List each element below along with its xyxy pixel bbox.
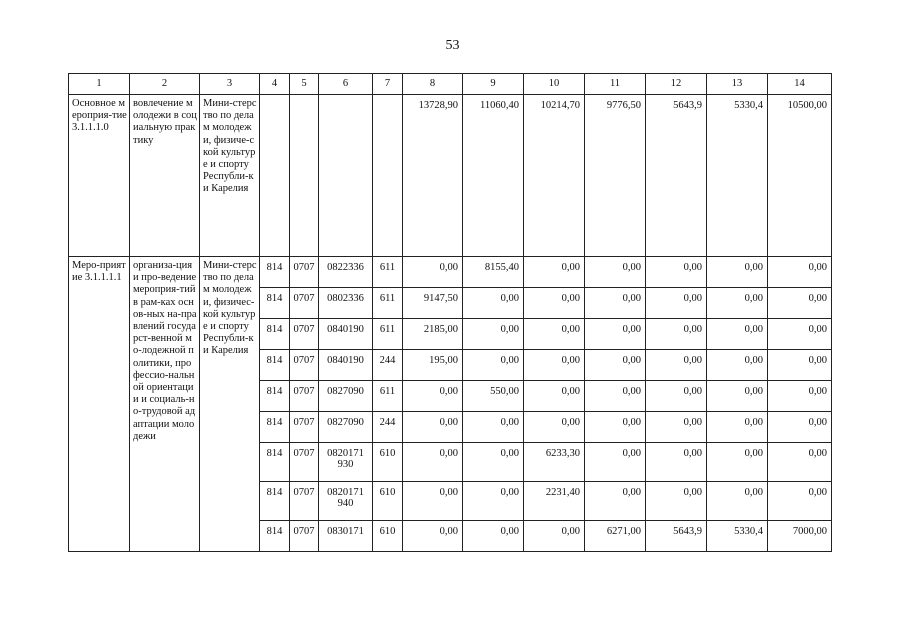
value-cell: 2185,00 (403, 319, 463, 350)
value-cell: 0,00 (768, 288, 832, 319)
value-cell: 0,00 (707, 412, 768, 443)
expense-type-code: 610 (373, 443, 403, 482)
value-cell: 10214,70 (524, 95, 585, 257)
value-cell: 5643,9 (646, 95, 707, 257)
header-cell: 7 (373, 74, 403, 95)
value-cell: 0,00 (585, 288, 646, 319)
value-cell: 0,00 (524, 412, 585, 443)
value-cell: 5643,9 (646, 521, 707, 552)
value-cell: 0,00 (403, 443, 463, 482)
value-cell: 0,00 (524, 521, 585, 552)
value-cell: 0,00 (768, 381, 832, 412)
ministry-code: 814 (260, 443, 290, 482)
empty-cell (319, 95, 373, 257)
expense-type-code: 244 (373, 350, 403, 381)
value-cell: 0,00 (524, 381, 585, 412)
value-cell: 9147,50 (403, 288, 463, 319)
value-cell: 0,00 (646, 482, 707, 521)
header-cell: 10 (524, 74, 585, 95)
expense-type-code: 610 (373, 482, 403, 521)
value-cell: 0,00 (707, 381, 768, 412)
value-cell: 0,00 (707, 443, 768, 482)
value-cell: 0,00 (646, 350, 707, 381)
target-article-code: 0840190 (319, 350, 373, 381)
value-cell: 0,00 (585, 350, 646, 381)
value-cell: 0,00 (585, 319, 646, 350)
value-cell: 550,00 (463, 381, 524, 412)
value-cell: 0,00 (707, 288, 768, 319)
value-cell: 0,00 (524, 319, 585, 350)
event-executor: Мини-стерство по делам молодежи, физичес-кой культуре и спорту Республи-ки Карелия (200, 257, 260, 552)
value-cell: 0,00 (585, 443, 646, 482)
value-cell: 0,00 (768, 350, 832, 381)
value-cell: 0,00 (463, 350, 524, 381)
value-cell: 0,00 (403, 412, 463, 443)
value-cell: 0,00 (463, 319, 524, 350)
value-cell: 5330,4 (707, 521, 768, 552)
ministry-code: 814 (260, 319, 290, 350)
header-cell: 14 (768, 74, 832, 95)
value-cell: 6271,00 (585, 521, 646, 552)
empty-cell (260, 95, 290, 257)
expense-type-code: 611 (373, 319, 403, 350)
value-cell: 0,00 (524, 257, 585, 288)
activity-name: Основное мероприя-тие 3.1.1.1.0 (69, 95, 130, 257)
value-cell: 0,00 (768, 257, 832, 288)
value-cell: 0,00 (403, 381, 463, 412)
section-code: 0707 (290, 521, 319, 552)
value-cell: 0,00 (403, 257, 463, 288)
value-cell: 0,00 (646, 257, 707, 288)
value-cell: 7000,00 (768, 521, 832, 552)
event-description: организа-ция и про-ведение мероприя-тий в рам-ках основ-ных на-правлений государст-венной мо-лодежной политики, профессио-нальной ориентации и социаль-но-трудовой адаптации молодежи (130, 257, 200, 552)
target-article-code: 0827090 (319, 381, 373, 412)
section-code: 0707 (290, 288, 319, 319)
value-cell: 0,00 (463, 482, 524, 521)
value-cell: 0,00 (646, 288, 707, 319)
value-cell: 0,00 (524, 288, 585, 319)
value-cell: 0,00 (463, 521, 524, 552)
value-cell: 0,00 (463, 412, 524, 443)
value-cell: 0,00 (585, 381, 646, 412)
header-cell: 11 (585, 74, 646, 95)
value-cell: 0,00 (707, 319, 768, 350)
target-article-code: 0822336 (319, 257, 373, 288)
value-cell: 2231,40 (524, 482, 585, 521)
value-cell: 5330,4 (707, 95, 768, 257)
value-cell: 11060,40 (463, 95, 524, 257)
value-cell: 0,00 (646, 443, 707, 482)
ministry-code: 814 (260, 412, 290, 443)
value-cell: 0,00 (646, 381, 707, 412)
value-cell: 0,00 (768, 412, 832, 443)
value-cell: 0,00 (768, 443, 832, 482)
value-cell: 0,00 (585, 412, 646, 443)
table-row-main (69, 95, 832, 257)
value-cell: 0,00 (403, 482, 463, 521)
value-cell: 0,00 (585, 257, 646, 288)
value-cell: 0,00 (403, 521, 463, 552)
value-cell: 0,00 (646, 412, 707, 443)
ministry-code: 814 (260, 257, 290, 288)
target-article-code: 0827090 (319, 412, 373, 443)
target-article-code: 0820171 930 (319, 443, 373, 482)
ministry-code: 814 (260, 350, 290, 381)
page-number: 53 (445, 38, 460, 53)
value-cell: 0,00 (707, 257, 768, 288)
value-cell: 0,00 (707, 350, 768, 381)
activity-executor: Мини-стерство по делам молодежи, физиче-ской культуре и спорту Республи-ки Карелия (200, 95, 260, 257)
expense-type-code: 611 (373, 257, 403, 288)
header-cell: 12 (646, 74, 707, 95)
value-cell: 8155,40 (463, 257, 524, 288)
header-cell: 9 (463, 74, 524, 95)
header-cell: 3 (200, 74, 260, 95)
expense-type-code: 610 (373, 521, 403, 552)
ministry-code: 814 (260, 482, 290, 521)
value-cell: 0,00 (707, 482, 768, 521)
section-code: 0707 (290, 350, 319, 381)
expense-type-code: 611 (373, 288, 403, 319)
section-code: 0707 (290, 443, 319, 482)
table-row (69, 257, 832, 288)
section-code: 0707 (290, 412, 319, 443)
value-cell: 0,00 (768, 482, 832, 521)
value-cell: 0,00 (585, 482, 646, 521)
header-cell: 13 (707, 74, 768, 95)
target-article-code: 0830171 (319, 521, 373, 552)
section-code: 0707 (290, 319, 319, 350)
ministry-code: 814 (260, 288, 290, 319)
expense-type-code: 244 (373, 412, 403, 443)
empty-cell (290, 95, 319, 257)
value-cell: 0,00 (768, 319, 832, 350)
empty-cell (373, 95, 403, 257)
header-cell: 8 (403, 74, 463, 95)
section-code: 0707 (290, 482, 319, 521)
budget-table (68, 73, 832, 552)
target-article-code: 0802336 (319, 288, 373, 319)
ministry-code: 814 (260, 381, 290, 412)
value-cell: 0,00 (463, 288, 524, 319)
ministry-code: 814 (260, 521, 290, 552)
expense-type-code: 611 (373, 381, 403, 412)
header-cell: 1 (69, 74, 130, 95)
header-cell: 5 (290, 74, 319, 95)
value-cell: 13728,90 (403, 95, 463, 257)
section-code: 0707 (290, 381, 319, 412)
section-code: 0707 (290, 257, 319, 288)
value-cell: 195,00 (403, 350, 463, 381)
header-row (69, 74, 832, 95)
header-cell: 6 (319, 74, 373, 95)
value-cell: 10500,00 (768, 95, 832, 257)
value-cell: 9776,50 (585, 95, 646, 257)
activity-description: вовлечение молодежи в социальную практику (130, 95, 200, 257)
target-article-code: 0820171 940 (319, 482, 373, 521)
value-cell: 6233,30 (524, 443, 585, 482)
event-name: Меро-приятие 3.1.1.1.1 (69, 257, 130, 552)
target-article-code: 0840190 (319, 319, 373, 350)
value-cell: 0,00 (463, 443, 524, 482)
header-cell: 2 (130, 74, 200, 95)
value-cell: 0,00 (646, 319, 707, 350)
header-cell: 4 (260, 74, 290, 95)
value-cell: 0,00 (524, 350, 585, 381)
